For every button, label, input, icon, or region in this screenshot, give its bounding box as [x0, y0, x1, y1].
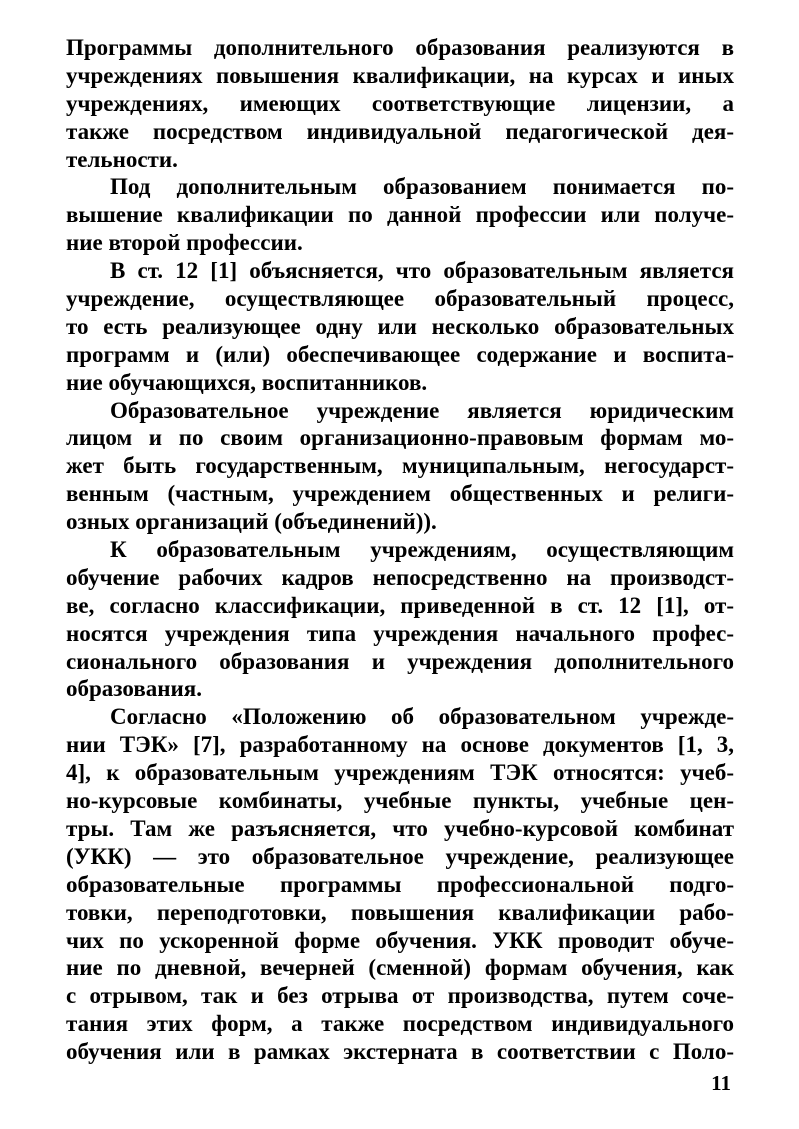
paragraph — [66, 173, 734, 257]
text-line: то есть реализующее одну или несколько образовательных — [66, 313, 734, 339]
text-line: венным (частным, учреждением общественных и религи- — [66, 481, 734, 507]
page-text — [66, 34, 734, 1066]
text-line: образовательные программы профессиональной подго- — [66, 871, 734, 897]
paragraph — [66, 536, 734, 703]
text-line: учреждениях повышения квалификации, на курсах и иных — [66, 62, 734, 88]
paragraph — [66, 703, 734, 1066]
text-line: ве, согласно классификации, приведенной в ст. 12 [1], от- — [66, 592, 734, 618]
text-line: 4], к образовательным учреждениям ТЭК относятся: учеб- — [66, 760, 734, 786]
text-line: ние второй профессии. — [66, 230, 303, 256]
text-line: тры. Там же разъясняется, что учебно-курсовой комбинат — [66, 815, 734, 841]
text-line: К образовательным учреждениям, осуществляющим — [110, 537, 734, 563]
text-line: Образовательное учреждение является юридическим — [110, 397, 734, 423]
text-line: озных организаций (объединений)). — [66, 509, 437, 535]
paragraph — [66, 34, 734, 173]
text-line: ние по дневной, вечерней (сменной) формам обучения, как — [66, 955, 734, 981]
page-number: 11 — [711, 1071, 731, 1095]
text-line: носятся учреждения типа учреждения начального профес- — [66, 620, 734, 646]
text-line: жет быть государственным, муниципальным, негосударст- — [66, 453, 734, 479]
text-line: обучение рабочих кадров непосредственно на производст- — [66, 564, 734, 590]
text-line: тельности. — [66, 146, 178, 172]
paragraph — [66, 397, 734, 536]
text-line: сионального образования и учреждения дополнительного — [66, 648, 734, 674]
text-line: Согласно «Положению об образовательном учрежде- — [110, 704, 734, 730]
text-line: учреждение, осуществляющее образовательный процесс, — [66, 286, 734, 312]
text-line: ние обучающихся, воспитанников. — [66, 369, 428, 395]
text-line: также посредством индивидуальной педагогической дея- — [66, 118, 734, 144]
text-line: программ и (или) обеспечивающее содержание и воспита- — [66, 341, 734, 367]
text-line: обучения или в рамках экстерната в соответствии с Поло- — [66, 1039, 734, 1065]
text-line: чих по ускоренной форме обучения. УКК проводит обуче- — [66, 927, 734, 953]
text-line: но-курсовые комбинаты, учебные пункты, учебные цен- — [66, 788, 734, 814]
text-line: учреждениях, имеющих соответствующие лицензии, а — [66, 90, 734, 116]
text-line: Под дополнительным образованием понимается по- — [110, 174, 734, 200]
text-line: (УКК) — это образовательное учреждение, реализующее — [66, 843, 734, 869]
text-line: В ст. 12 [1] объясняется, что образовательным является — [110, 258, 734, 284]
text-line: с отрывом, так и без отрыва от производства, путем соче- — [66, 983, 734, 1009]
text-line: нии ТЭК» [7], разработанному на основе документов [1, 3, — [66, 732, 734, 758]
paragraph — [66, 257, 734, 396]
text-line: лицом и по своим организационно-правовым формам мо- — [66, 425, 734, 451]
text-line: образования. — [66, 676, 202, 702]
text-line: тания этих форм, а также посредством индивидуального — [66, 1011, 734, 1037]
text-line: товки, переподготовки, повышения квалификации рабо- — [66, 899, 734, 925]
text-line: вышение квалификации по данной профессии или получе- — [66, 202, 734, 228]
text-line: Программы дополнительного образования реализуются в — [66, 35, 734, 60]
